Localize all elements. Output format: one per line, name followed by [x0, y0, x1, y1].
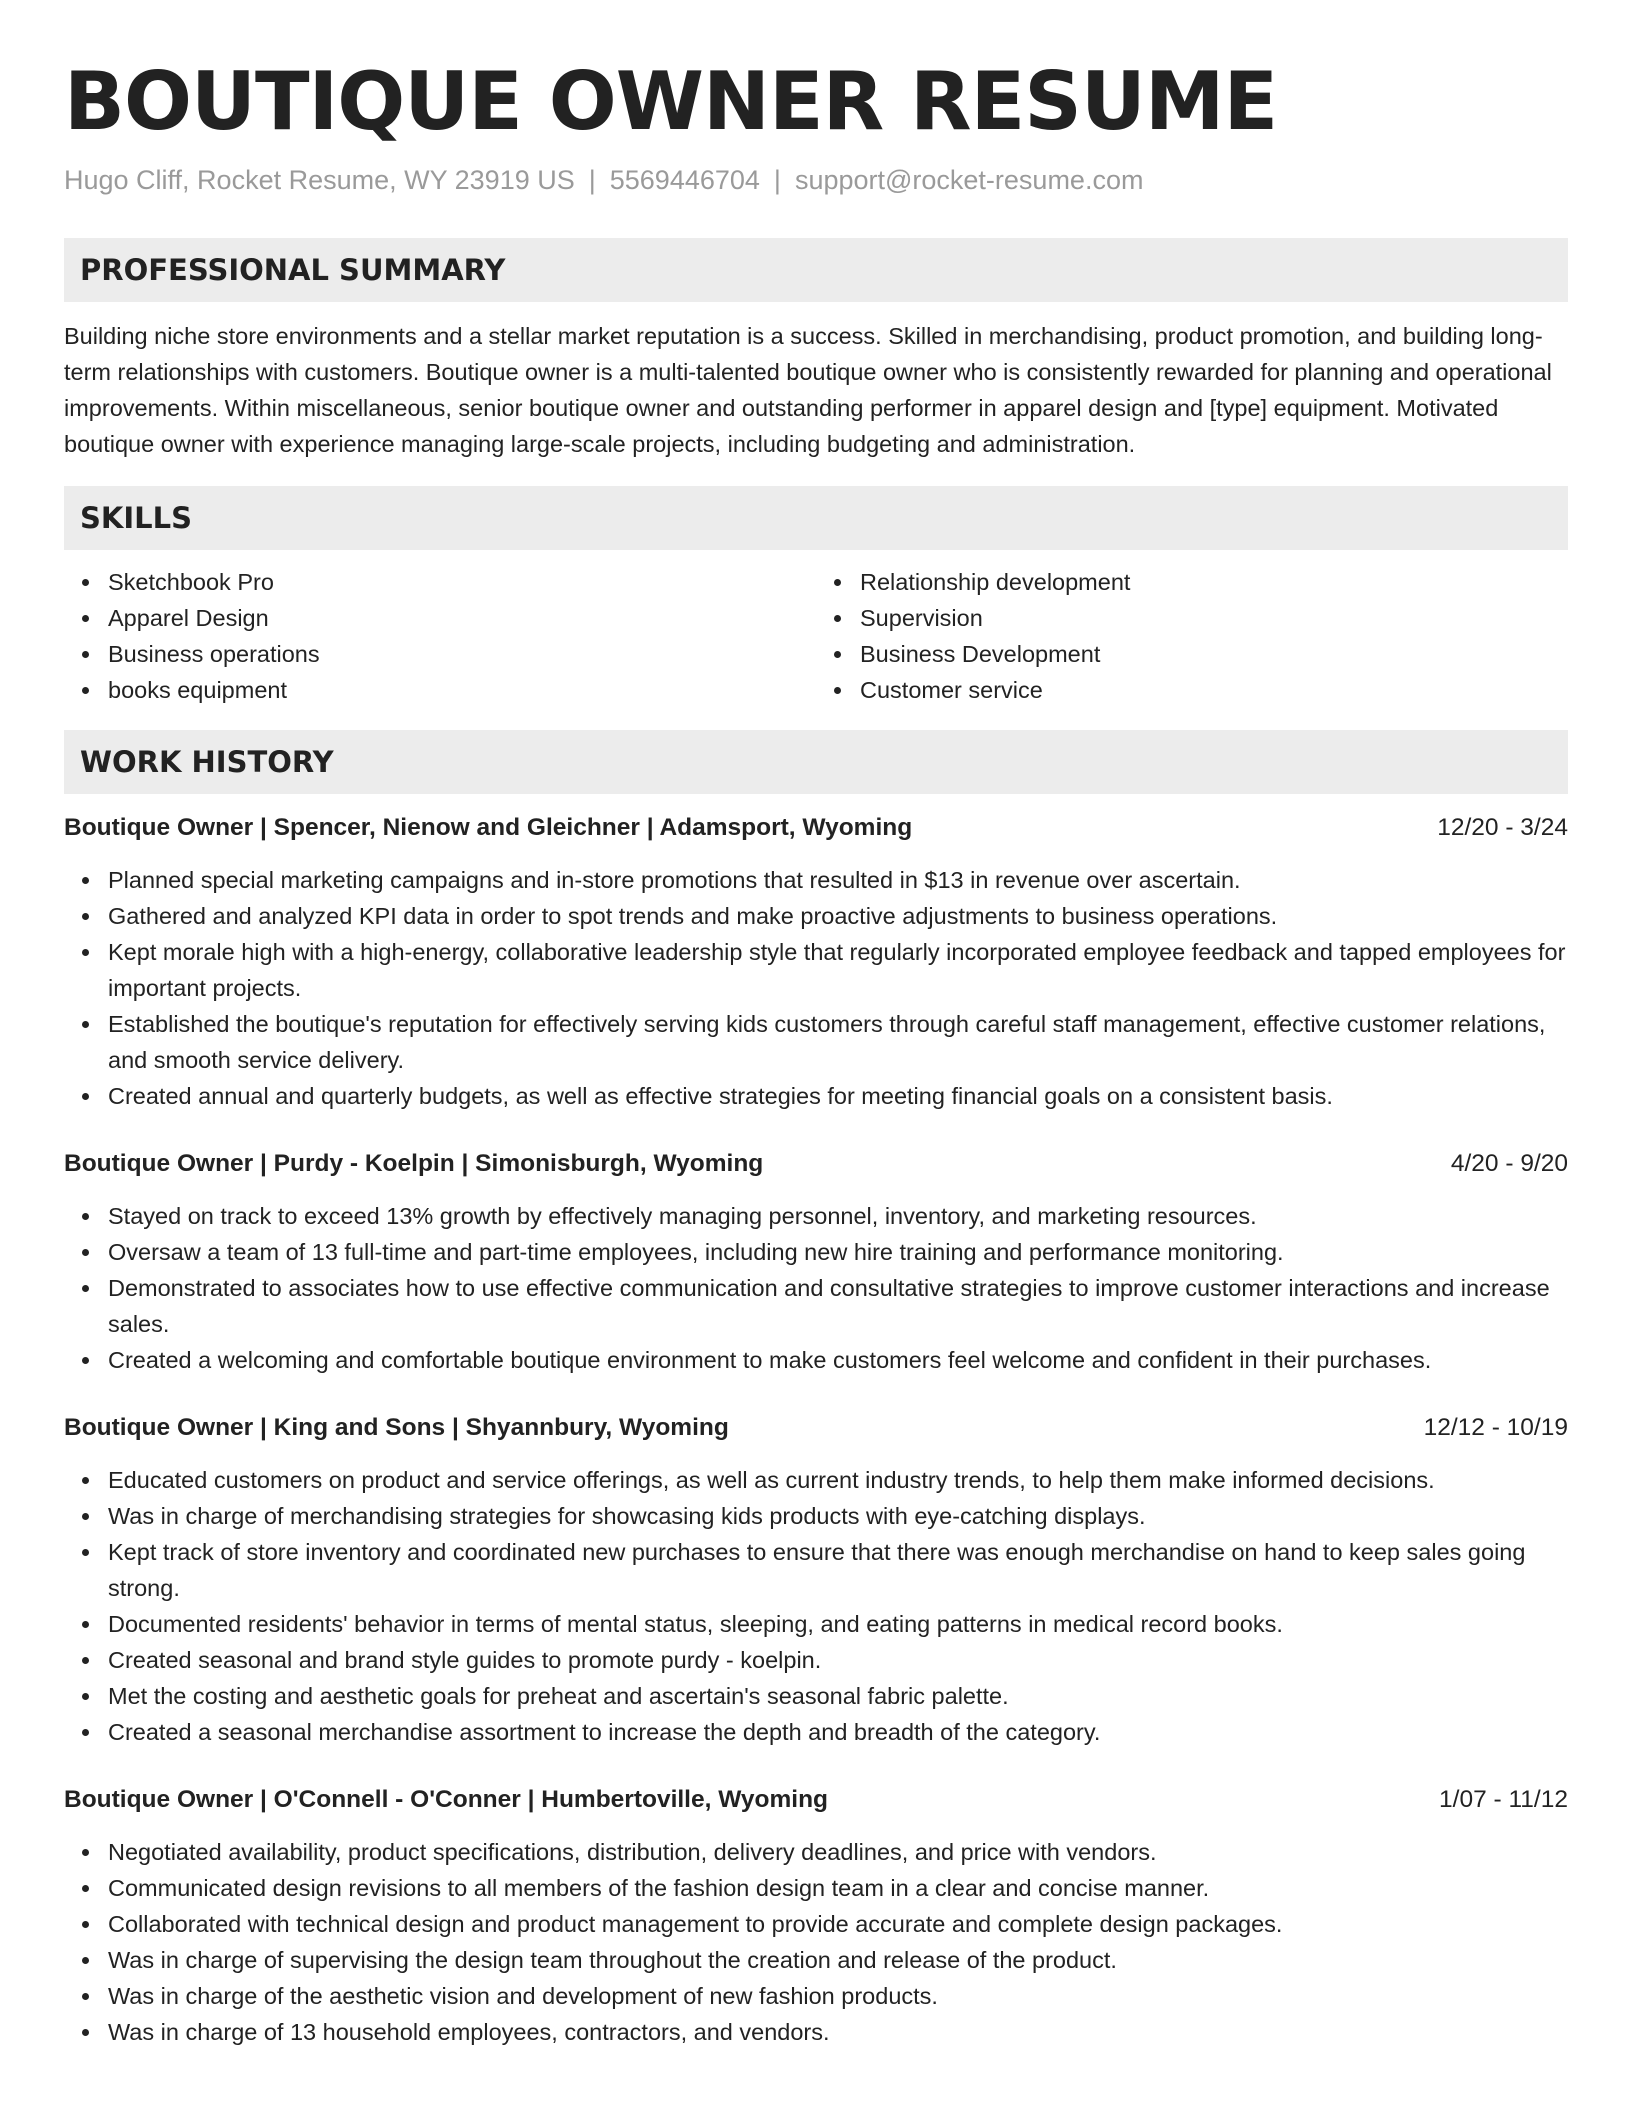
job-bullet: Negotiated availability, product specifications, distribution, delivery deadlines, and price with vendors.	[108, 1834, 1568, 1870]
job-bullet: Gathered and analyzed KPI data in order to spot trends and make proactive adjustments to business operations.	[108, 898, 1568, 934]
job-bullets	[64, 1834, 1568, 2050]
job-dates: 4/20 - 9/20	[1450, 1150, 1568, 1177]
job-header	[64, 1146, 1568, 1182]
job-title: Boutique Owner | Purdy - Koelpin | Simonisburgh, Wyoming	[64, 1150, 764, 1177]
skill-item: Supervision	[860, 600, 1568, 636]
job-bullet: Collaborated with technical design and product management to provide accurate and complete design packages.	[108, 1906, 1568, 1942]
section-header-summary: PROFESSIONAL SUMMARY	[64, 238, 1568, 302]
job-bullet: Was in charge of supervising the design team throughout the creation and release of the product.	[108, 1942, 1568, 1978]
job-bullet: Created annual and quarterly budgets, as well as effective strategies for meeting financial goals on a consistent basis.	[108, 1078, 1568, 1114]
job-dates: 12/12 - 10/19	[1423, 1414, 1568, 1441]
skill-item: Sketchbook Pro	[108, 564, 816, 600]
job-title: Boutique Owner | Spencer, Nienow and Gleichner | Adamsport, Wyoming	[64, 814, 913, 841]
contact-line	[64, 162, 1568, 198]
summary-text: Building niche store environments and a stellar market reputation is a success. Skilled in merchandising, product promotion, and building long-term relationships with customers. Boutique owner is a multi-talented boutique owner who is consistently rewarded for planning and operational improvements. Within miscellaneous, senior boutique owner and outstanding performer in apparel design and [type] equipment. Motivated boutique owner with experience managing large-scale projects, including budgeting and administration.	[64, 323, 1552, 457]
job-bullet: Demonstrated to associates how to use effective communication and consultative strategies to improve customer interactions and increase sales.	[108, 1270, 1568, 1342]
job-bullet: Educated customers on product and service offerings, as well as current industry trends, to help them make informed decisions.	[108, 1462, 1568, 1498]
job-bullet: Kept track of store inventory and coordinated new purchases to ensure that there was enough merchandise on hand to keep sales going strong.	[108, 1534, 1568, 1606]
job-entry	[64, 1410, 1568, 1750]
skill-item: Business Development	[860, 636, 1568, 672]
job-bullet: Created seasonal and brand style guides to promote purdy - koelpin.	[108, 1642, 1568, 1678]
job-dates: 12/20 - 3/24	[1437, 814, 1568, 841]
job-bullets	[64, 1198, 1568, 1378]
job-bullet: Stayed on track to exceed 13% growth by effectively managing personnel, inventory, and marketing resources.	[108, 1198, 1568, 1234]
job-bullet: Oversaw a team of 13 full-time and part-time employees, including new hire training and performance monitoring.	[108, 1234, 1568, 1270]
job-header	[64, 1410, 1568, 1446]
job-dates: 1/07 - 11/12	[1439, 1786, 1568, 1813]
job-bullet: Created a seasonal merchandise assortment to increase the depth and breadth of the category.	[108, 1714, 1568, 1750]
skills-column-left	[64, 564, 816, 708]
job-bullet: Was in charge of 13 household employees, contractors, and vendors.	[108, 2014, 1568, 2050]
skill-item: Customer service	[860, 672, 1568, 708]
job-header	[64, 1782, 1568, 1818]
job-bullet: Kept morale high with a high-energy, collaborative leadership style that regularly incorporated employee feedback and tapped employees for important projects.	[108, 934, 1568, 1006]
job-bullets	[64, 1462, 1568, 1750]
skill-item: books equipment	[108, 672, 816, 708]
contact-address: Hugo Cliff, Rocket Resume, WY 23919 US	[64, 165, 575, 195]
skill-item: Relationship development	[860, 564, 1568, 600]
job-bullet: Communicated design revisions to all members of the fashion design team in a clear and concise manner.	[108, 1870, 1568, 1906]
job-bullet: Met the costing and aesthetic goals for preheat and ascertain's seasonal fabric palette.	[108, 1678, 1568, 1714]
skills-column-right	[816, 564, 1568, 708]
job-header	[64, 810, 1568, 846]
section-header-work-history: WORK HISTORY	[64, 730, 1568, 794]
skill-item: Apparel Design	[108, 600, 816, 636]
skill-item: Business operations	[108, 636, 816, 672]
job-bullet: Created a welcoming and comfortable boutique environment to make customers feel welcome and confident in their purchases.	[108, 1342, 1568, 1378]
skills-list	[64, 564, 1568, 708]
section-header-skills: SKILLS	[64, 486, 1568, 550]
contact-phone: 5569446704	[609, 165, 760, 195]
job-bullets	[64, 862, 1568, 1114]
job-bullet: Was in charge of merchandising strategies for showcasing kids products with eye-catching displays.	[108, 1498, 1568, 1534]
job-bullet: Documented residents' behavior in terms of mental status, sleeping, and eating patterns in medical record books.	[108, 1606, 1568, 1642]
contact-separator: |	[773, 165, 781, 195]
job-entry	[64, 1782, 1568, 2050]
job-bullet: Planned special marketing campaigns and in-store promotions that resulted in $13 in revenue over ascertain.	[108, 862, 1568, 898]
job-title: Boutique Owner | O'Connell - O'Conner | Humbertoville, Wyoming	[64, 1786, 829, 1813]
job-title: Boutique Owner | King and Sons | Shyannbury, Wyoming	[64, 1414, 729, 1441]
job-bullet: Established the boutique's reputation for effectively serving kids customers through careful staff management, effective customer relations, and smooth service delivery.	[108, 1006, 1568, 1078]
job-entry	[64, 810, 1568, 1114]
contact-separator: |	[588, 165, 596, 195]
resume-title: BOUTIQUE OWNER RESUME	[64, 55, 1278, 148]
job-entry	[64, 1146, 1568, 1378]
job-bullet: Was in charge of the aesthetic vision and development of new fashion products.	[108, 1978, 1568, 2014]
contact-email: support@rocket-resume.com	[794, 165, 1144, 195]
